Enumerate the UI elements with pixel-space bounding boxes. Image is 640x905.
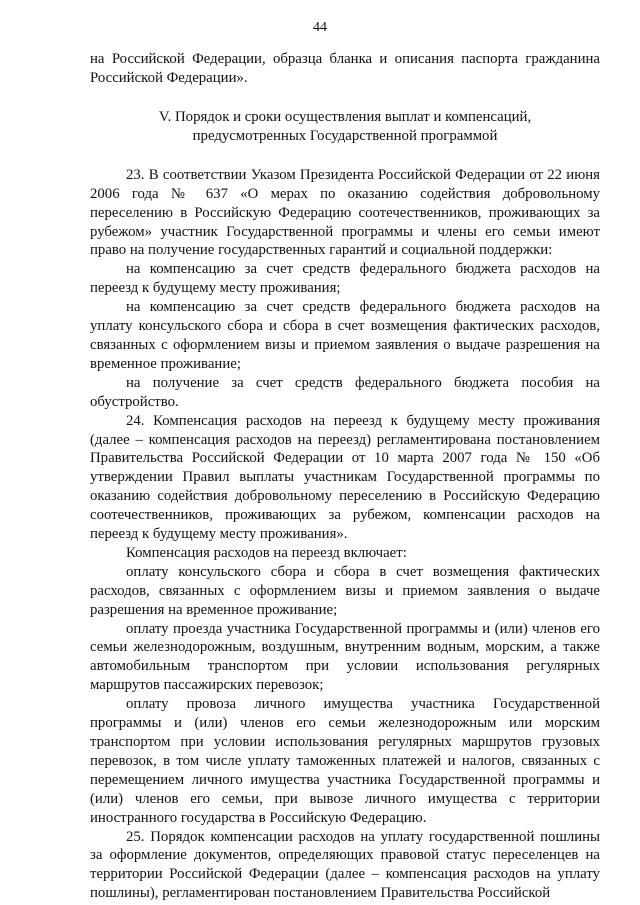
document-body [90,50,600,903]
list-item: оплату провоза личного имущества участника Государственной программы и (или) членов его семьи железнодорожным или морским транспортом при условии использования регулярных маршрутов грузовых перевозок, в том числе уплату таможенных платежей и налогов, связанных с перемещением личного имущества участника Государственной программы и (или) членов его семьи, при вывозе личного имущества с территории иностранного государства в Российскую Федерацию. [90,696,600,826]
paragraph-23: 23. В соответствии Указом Президента Российской Федерации от 22 июня 2006 года № 637 «О мерах по оказанию содействия добровольному переселению в Российскую Федерацию соотечественников, проживающих за рубежом» участник Государственной программы и члены его семьи имеют право на получение государственных гарантий и социальной поддержки: [90,166,600,259]
list-item: на получение за счет средств федерального бюджета пособия на обустройство. [90,374,600,410]
paragraph-25: 25. Порядок компенсации расходов на уплату государственной пошлины за оформление документов, определяющих правовой статус переселенцев на территории Российской Федерации (далее – компенсация расходов на уплату пошлины), регламентирован постановлением Правительства Российской [90,828,600,902]
list-item: на компенсацию за счет средств федерального бюджета расходов на уплату консульского сбора и сбора в счет возмещения фактических расходов, связанных с оформлением визы и приемом заявления о выдаче разрешения на временное проживание; [90,299,600,372]
list-item: на компенсацию за счет средств федерального бюджета расходов на переезд к будущему месту проживания; [90,261,600,297]
list-item: оплату проезда участника Государственной программы и (или) членов его семьи железнодорожным, воздушным, внутренним водным, морским, а также автомобильным транспортом при условии использования регулярных маршрутов пассажирских перевозок; [90,620,600,694]
section-heading-line-2: предусмотренных Государственной программой [192,127,498,144]
paragraph-continuation: на Российской Федерации, образца бланка и описания паспорта гражданина Российской Федерации». [90,51,600,86]
section-heading-line-1: V. Порядок и сроки осуществления выплат и компенсаций, [158,108,532,125]
page-number: 44 [313,20,327,35]
paragraph-24: 24. Компенсация расходов на переезд к будущему месту проживания (далее – компенсация расходов на переезд) регламентирована постановлением Правительства Российской Федерации от 10 марта 2007 года № 150 «Об утверждении Правил выплаты участникам Государственной программы по оказанию содействия добровольному переселению в Российскую Федерацию соотечественников, проживающих за рубежом, компенсации расходов на переезд к будущему месту проживания». [90,412,600,543]
section-heading [90,108,600,146]
list-item: оплату консульского сбора и сбора в счет возмещения фактических расходов, связанных с оформлением визы и приемом заявления о выдаче разрешения на временное проживание; [90,563,600,618]
paragraph-includes: Компенсация расходов на переезд включает: [126,544,407,561]
